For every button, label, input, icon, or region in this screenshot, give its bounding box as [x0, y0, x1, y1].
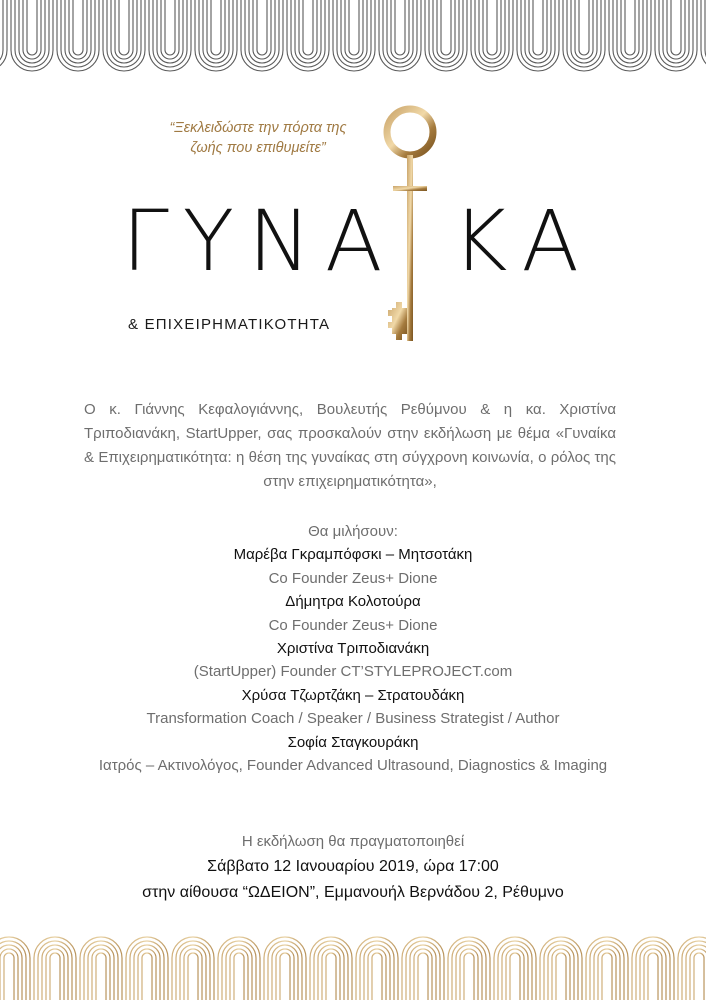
- speakers-heading: Θα μιλήσουν:: [308, 523, 398, 540]
- event-date: Σάββατο 12 Ιανουαρίου 2019, ώρα 17:00: [207, 858, 499, 875]
- title-left: ΓΥΝΑ: [122, 192, 397, 290]
- bottom-arch-pattern: [0, 930, 706, 1000]
- event-intro: Η εκδήλωση θα πραγματοποιηθεί: [241, 833, 465, 850]
- speaker-name: Χρύσα Τζωρτζάκη – Στρατουδάκη: [241, 686, 465, 704]
- speakers-list: [60, 520, 646, 777]
- speaker-name: Δήμητρα Κολοτούρα: [285, 593, 421, 611]
- title-right: ΚΑ: [452, 192, 593, 290]
- subtitle: & ΕΠΙΧΕΙΡΗΜΑΤΙΚΟΤΗΤΑ: [128, 316, 331, 333]
- speaker-name: Σοφία Σταγκουράκη: [287, 733, 419, 751]
- speaker-role: Ιατρός – Ακτινολόγος, Founder Advanced Ultrasound, Diagnostics & Imaging: [98, 757, 608, 775]
- speaker-name: Μαρέβα Γκραμπόφσκι – Μητσοτάκη: [233, 546, 473, 564]
- tagline-line-2: ζωής που επιθυμείτε”: [190, 140, 326, 156]
- top-arch-pattern: [0, 0, 706, 80]
- tagline: [118, 118, 398, 158]
- speaker-role: Transformation Coach / Speaker / Business Strategist / Author: [146, 710, 560, 728]
- main-title: [122, 192, 593, 290]
- speaker-role: Co Founder Zeus+ Dione: [268, 569, 438, 587]
- speaker-role: Co Founder Zeus+ Dione: [268, 616, 438, 634]
- invitation-paragraph: Ο κ. Γιάννης Κεφαλογιάννης, Βουλευτής Ρεθύμνου & η κα. Χριστίνα Τριποδιανάκη, StartUpper, σας προσκαλούν στην εκδήλωση με θέμα «Γυναίκα & Επιχειρηματικότητα: η θέση της γυναίκας στη σύγχρονη κοινωνία, ο ρόλος της στην επιχειρηματικότητα»,: [84, 401, 616, 490]
- speaker-name: Χριστίνα Τριποδιανάκη: [276, 640, 430, 658]
- event-details: [40, 830, 666, 906]
- tagline-line-1: “Ξεκλειδώστε την πόρτα της: [169, 120, 347, 136]
- speaker-role: (StartUpper) Founder CT’STYLEPROJECT.com: [193, 663, 513, 681]
- event-venue: στην αίθουσα “ΩΔΕΙΟΝ”, Εμμανουήλ Βερνάδου 2, Ρέθυμνο: [142, 884, 564, 901]
